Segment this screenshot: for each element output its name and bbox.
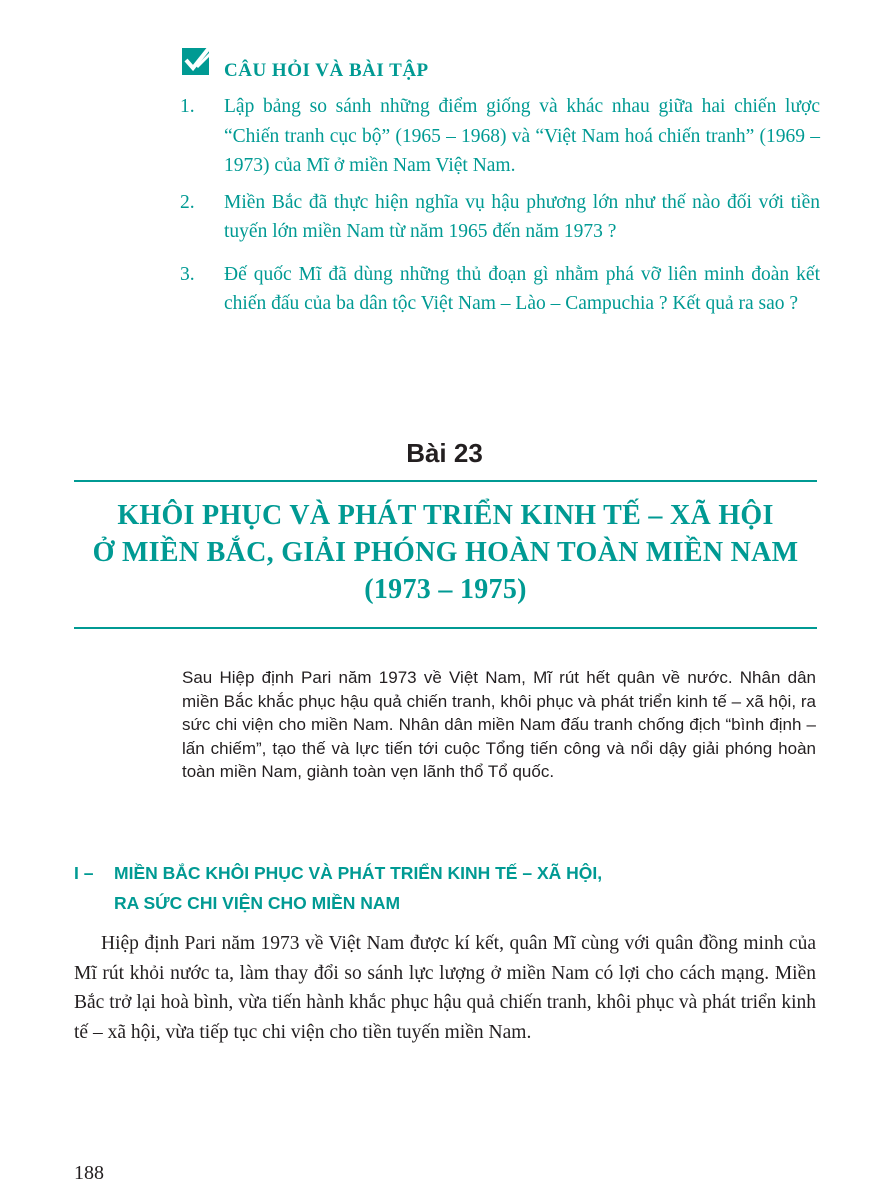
question-text: Lập bảng so sánh những điểm giống và khác nhau giữa hai chiến lược “Chiến tranh cục bộ” (1965 – 1968) và “Việt Nam hoá chiến tranh” (1969 – 1973) của Mĩ ở miền Nam Việt Nam. — [224, 96, 820, 176]
lesson-title-line: KHÔI PHỤC VÀ PHÁT TRIỂN KINH TẾ – XÃ HỘI — [117, 500, 774, 531]
question-item — [180, 92, 820, 181]
section-title-line: RA SỨC CHI VIỆN CHO MIỀN NAM — [114, 893, 401, 913]
question-number: 2. — [180, 191, 195, 213]
body-paragraph: Hiệp định Pari năm 1973 về Việt Nam được kí kết, quân Mĩ cùng với quân đồng minh của Mĩ rút khỏi nước ta, làm thay đổi so sánh lực lượng ở miền Nam có lợi cho cách mạng. Miền Bắc trở lại hoà bình, vừa tiến hành khắc phục hậu quả chiến tranh, khôi phục và phát triển kinh tế – xã hội, vừa tiếp tục chi viện cho tiền tuyến miền Nam. — [74, 933, 816, 1043]
question-number: 1. — [180, 96, 195, 117]
lesson-number: Bài 23 — [406, 438, 483, 468]
lesson-title-line: (1973 – 1975) — [364, 574, 527, 605]
section-number: I – — [74, 863, 94, 883]
question-item — [180, 188, 820, 247]
section-title-line: MIỀN BẮC KHÔI PHỤC VÀ PHÁT TRIỂN KINH TẾ – XÃ HỘI, — [114, 863, 603, 883]
title-top-rule — [74, 480, 817, 482]
questions-heading: CÂU HỎI VÀ BÀI TẬP — [224, 60, 429, 81]
page-number: 188 — [74, 1162, 104, 1184]
question-item — [180, 260, 820, 319]
question-number: 3. — [180, 263, 195, 285]
questions-list — [180, 92, 820, 319]
lesson-title-line: Ở MIỀN BẮC, GIẢI PHÓNG HOÀN TOÀN MIỀN NAM — [92, 537, 799, 568]
lesson-intro: Sau Hiệp định Pari năm 1973 về Việt Nam, Mĩ rút hết quân về nước. Nhân dân miền Bắc khắc phục hậu quả chiến tranh, khôi phục và phát triển kinh tế – xã hội, ra sức chi viện cho miền Nam. Nhân dân miền Nam đấu tranh chống địch “bình định – lấn chiếm”, tạo thế và lực tiến tới cuộc Tổng tiến công và nổi dậy giải phóng hoàn toàn miền Nam, giành toàn vẹn lãnh thổ Tổ quốc. — [182, 668, 816, 781]
lesson-title — [74, 497, 817, 608]
question-text: Đế quốc Mĩ đã dùng những thủ đoạn gì nhằm phá vỡ liên minh đoàn kết chiến đấu của ba dân tộc Việt Nam – Lào – Campuchia ? Kết quả ra sao ? — [224, 263, 820, 314]
question-text: Miền Bắc đã thực hiện nghĩa vụ hậu phương lớn như thế nào đối với tiền tuyến lớn miền Nam từ năm 1965 đến năm 1973 ? — [224, 191, 820, 242]
pen-checkbox-icon — [182, 46, 212, 76]
title-bottom-rule — [74, 627, 817, 629]
section-heading — [74, 858, 602, 918]
